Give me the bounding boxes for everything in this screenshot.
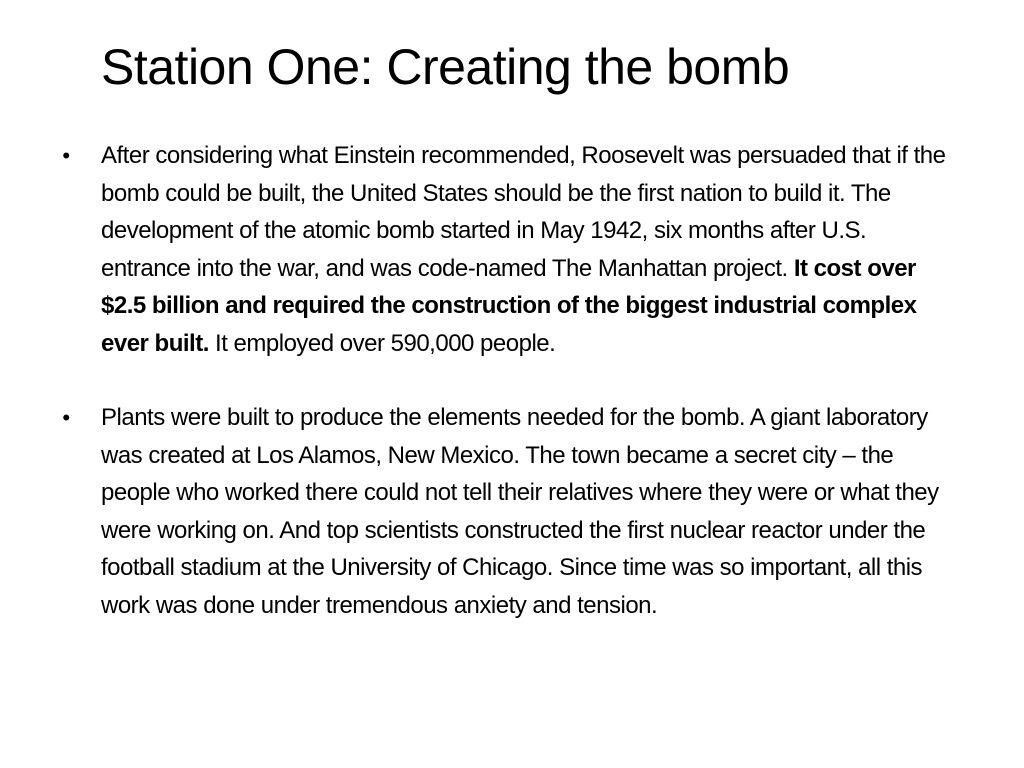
bullet-icon: •: [62, 405, 70, 430]
bullet-text-intro: After considering what Einstein recommended, Roosevelt was persuaded that if the bomb could be built, the United States should be the first nation to build it. The development of the atomic bomb started in May 1942, six months after U.S. entrance into the war, and was code-named The Manhattan project.: [101, 142, 946, 282]
bullet-text-employment: It employed over 590,000 people.: [208, 329, 556, 357]
bullet-icon: •: [62, 143, 70, 168]
slide-title: Station One: Creating the bomb: [101, 39, 790, 95]
bullet-item-manhattan-project: [56, 137, 956, 362]
bullet-text-bold-cost: It cost over $2.5 billion and required the construction of the biggest industrial complex ever built.: [101, 254, 917, 357]
bullet-item-los-alamos: [56, 399, 956, 624]
bullet-list: [56, 137, 956, 624]
bullet-text-plants: Plants were built to produce the elements needed for the bomb. A giant laboratory was created at Los Alamos, New Mexico. The town became a secret city – the people who worked there could not tell their relatives where they were or what they were working on. And top scientists constructed the first nuclear reactor under the football stadium at the University of Chicago. Since time was so important, all this work was done under tremendous anxiety and tension.: [101, 404, 939, 619]
